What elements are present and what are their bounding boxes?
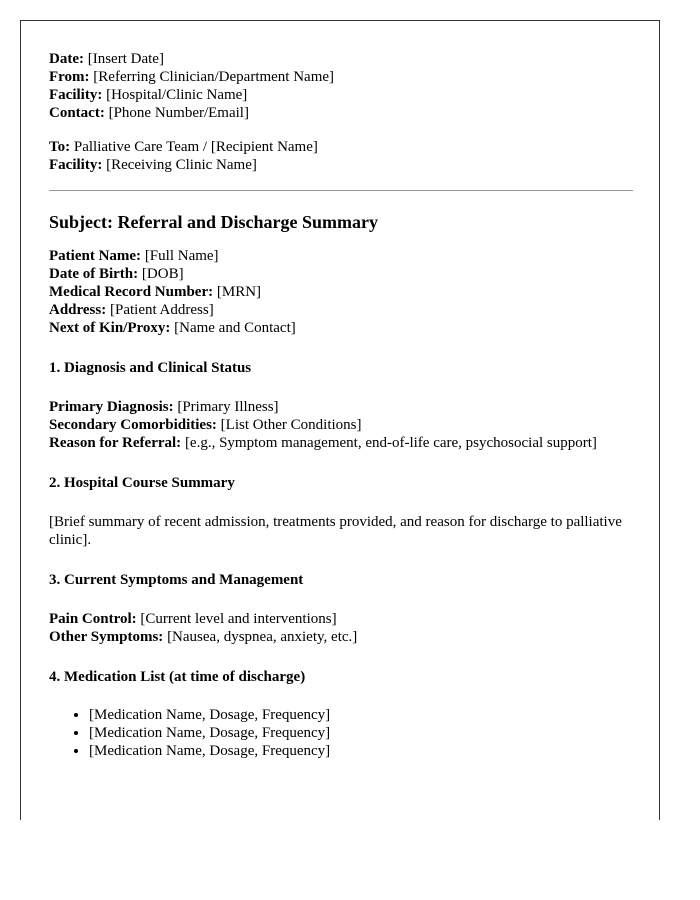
recipient-block: [49, 138, 639, 174]
patient-name-value: [Full Name]: [144, 248, 219, 264]
sender-facility-line: [49, 86, 639, 104]
letter-page: [20, 20, 660, 820]
address-line: [49, 301, 639, 319]
medication-item: • [Medication Name, Dosage, Frequency]: [89, 724, 639, 742]
date-label: Date:: [49, 51, 84, 67]
from-label: From:: [49, 69, 90, 85]
date-line: [49, 50, 639, 68]
divider: [49, 190, 633, 191]
to-line: [49, 138, 639, 156]
dob-line: [49, 265, 639, 283]
mrn-value: [MRN]: [216, 284, 262, 300]
pain-control-line: [49, 610, 639, 628]
referral-reason-line: [49, 434, 639, 452]
subject-heading: Subject: Referral and Discharge Summary: [49, 212, 378, 232]
to-label: To:: [49, 139, 71, 155]
other-symptoms-value: [Nausea, dyspnea, anxiety, etc.]: [167, 629, 358, 645]
dob-label: Date of Birth:: [49, 266, 139, 282]
kin-value: [Name and Contact]: [174, 320, 296, 336]
hospital-course-text: [Brief summary of recent admission, treatments provided, and reason for discharge to palliative clinic].: [49, 514, 622, 548]
pain-control-value: [Current level and interventions]: [140, 611, 337, 627]
pain-control-label: Pain Control:: [49, 611, 137, 627]
recipient-facility-label: Facility:: [49, 157, 103, 173]
other-symptoms-line: [49, 628, 639, 646]
patient-block: [49, 247, 639, 337]
to-value: Palliative Care Team / [Recipient Name]: [73, 139, 318, 155]
primary-diagnosis-label: Primary Diagnosis:: [49, 399, 174, 415]
address-label: Address:: [49, 302, 107, 318]
mrn-label: Medical Record Number:: [49, 284, 214, 300]
referral-reason-label: Reason for Referral:: [49, 435, 182, 451]
primary-diagnosis-line: [49, 398, 639, 416]
symptoms-block: [49, 610, 639, 646]
comorbidities-line: [49, 416, 639, 434]
section-title-medications: 4. Medication List (at time of discharge): [49, 669, 306, 685]
mrn-line: [49, 283, 639, 301]
contact-label: Contact:: [49, 105, 105, 121]
contact-line: [49, 104, 639, 122]
kin-label: Next of Kin/Proxy:: [49, 320, 171, 336]
section-title-symptoms: 3. Current Symptoms and Management: [49, 572, 304, 588]
kin-line: [49, 319, 639, 337]
date-value: [Insert Date]: [87, 51, 164, 67]
patient-name-line: [49, 247, 639, 265]
section-title-diagnosis: 1. Diagnosis and Clinical Status: [49, 360, 252, 376]
from-value: [Referring Clinician/Department Name]: [93, 69, 335, 85]
from-line: [49, 68, 639, 86]
spacer: [49, 122, 639, 138]
recipient-facility-value: [Receiving Clinic Name]: [106, 157, 257, 173]
comorbidities-label: Secondary Comorbidities:: [49, 417, 217, 433]
sender-block: [49, 50, 639, 122]
address-value: [Patient Address]: [109, 302, 214, 318]
referral-reason-value: [e.g., Symptom management, end-of-life care, psychosocial support]: [184, 435, 597, 451]
contact-value: [Phone Number/Email]: [108, 105, 249, 121]
diagnosis-block: [49, 398, 639, 452]
dob-value: [DOB]: [141, 266, 184, 282]
comorbidities-value: [List Other Conditions]: [220, 417, 362, 433]
section-title-hospital-course: 2. Hospital Course Summary: [49, 475, 235, 491]
medication-item: • [Medication Name, Dosage, Frequency]: [89, 706, 639, 724]
sender-facility-label: Facility:: [49, 87, 103, 103]
sender-facility-value: [Hospital/Clinic Name]: [106, 87, 248, 103]
medication-list: [49, 706, 639, 760]
other-symptoms-label: Other Symptoms:: [49, 629, 164, 645]
recipient-facility-line: [49, 156, 639, 174]
letter-content: [49, 50, 639, 760]
medication-item: • [Medication Name, Dosage, Frequency]: [89, 742, 639, 760]
primary-diagnosis-value: [Primary Illness]: [177, 399, 279, 415]
patient-name-label: Patient Name:: [49, 248, 142, 264]
